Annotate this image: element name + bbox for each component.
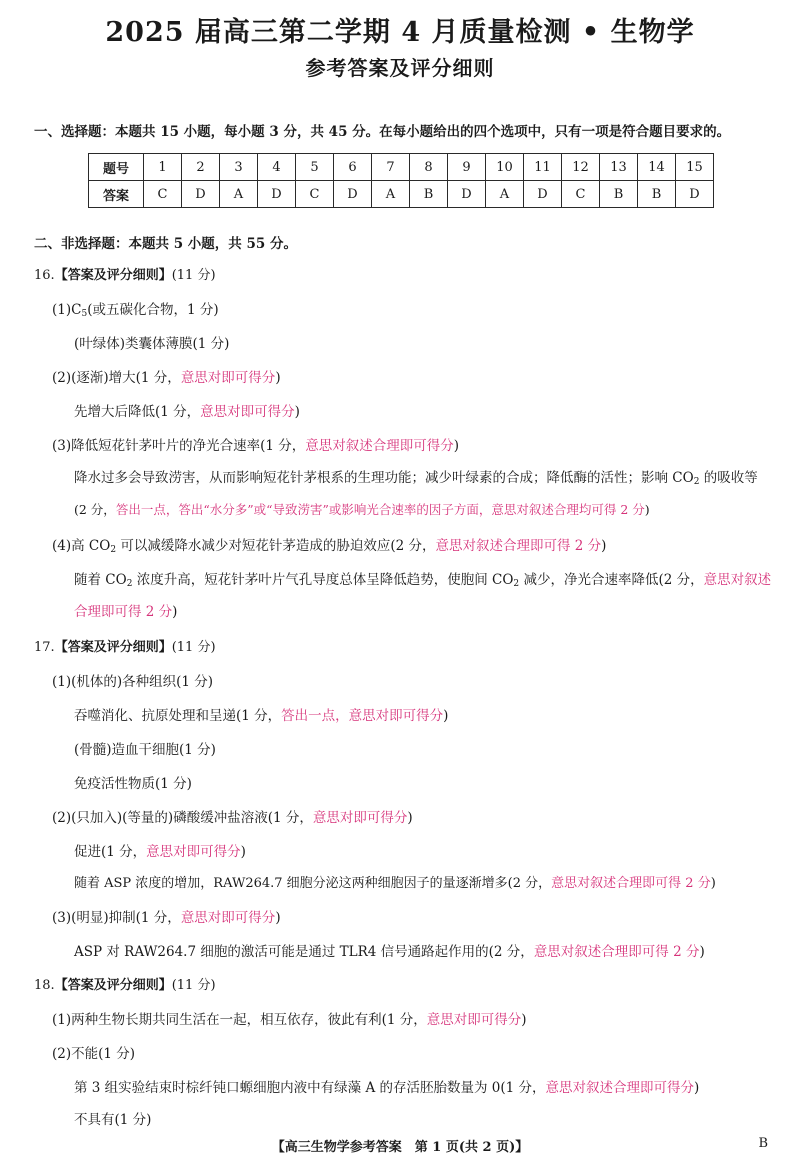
- question-number-cell: 1: [144, 154, 182, 181]
- answer-cell: A: [372, 181, 410, 208]
- question-18-heading: [34, 974, 216, 993]
- answer-line: (1)(机体的)各种组织(1 分): [52, 674, 214, 690]
- answer-cell: D: [182, 181, 220, 208]
- answer-line: (2)(只加入)(等量的)磷酸缓冲盐溶液(1 分，意思对即可得分): [52, 810, 413, 826]
- section2-heading: 二、非选择题：本题共 5 小题，共 55 分。: [34, 236, 297, 252]
- answer-line: (骨髓)造血干细胞(1 分): [74, 742, 216, 758]
- table-row-answers: [89, 181, 714, 208]
- answer-cell: D: [334, 181, 372, 208]
- question-number: 17.: [34, 640, 55, 655]
- question-number-cell: 13: [600, 154, 638, 181]
- answer-line: (3)(明显)抑制(1 分，意思对即可得分): [52, 910, 281, 926]
- table-row-label: 答案: [89, 181, 144, 208]
- answer-cell: C: [296, 181, 334, 208]
- question-score: (11 分): [171, 978, 216, 993]
- answer-cell: B: [410, 181, 448, 208]
- answer-cell: B: [638, 181, 676, 208]
- table-row-label: 题号: [89, 154, 144, 181]
- question-17-heading: [34, 636, 216, 655]
- answer-line: 随着 $CO_2$ 浓度升高，短花针茅叶片气孔导度总体呈降低趋势，使胞间 $CO_2$ 减少，净光合速率降低(2 分，意思对叙述: [74, 572, 772, 589]
- answer-cell: C: [562, 181, 600, 208]
- answer-line: 免疫活性物质(1 分): [74, 776, 192, 792]
- question-label: 【答案及评分细则】: [54, 640, 172, 655]
- answer-cell: D: [448, 181, 486, 208]
- table-row-numbers: [89, 154, 714, 181]
- answer-cell: D: [676, 181, 714, 208]
- page-title: 2025 届高三第二学期 4 月质量检测 • 生物学: [105, 17, 695, 48]
- answer-line: (2)不能(1 分): [52, 1046, 136, 1062]
- answer-line: 合理即可得 2 分): [74, 604, 178, 620]
- question-number: 16.: [34, 268, 55, 283]
- answer-line: (4)高 $CO_2$ 可以减缓降水减少对短花针茅造成的胁迫效应(2 分，意思对叙述合理即可得 2 分): [52, 538, 607, 555]
- answer-cell: B: [600, 181, 638, 208]
- answer-line: 促进(1 分，意思对即可得分): [74, 844, 246, 860]
- answer-line: 吞噬消化、抗原处理和呈递(1 分，答出一点，意思对即可得分): [74, 708, 449, 724]
- question-number-cell: 8: [410, 154, 448, 181]
- question-number-cell: 2: [182, 154, 220, 181]
- answer-cell: A: [486, 181, 524, 208]
- answer-line: (2)(逐渐)增大(1 分，意思对即可得分): [52, 370, 281, 386]
- section1-heading: 一、选择题：本题共 15 小题，每小题 3 分，共 45 分。在每小题给出的四个选项中，只有一项是符合题目要求的。: [34, 124, 731, 140]
- question-label: 【答案及评分细则】: [54, 978, 172, 993]
- answer-cell: A: [220, 181, 258, 208]
- question-number-cell: 9: [448, 154, 486, 181]
- question-16-heading: [34, 264, 216, 283]
- answer-line: (2 分，答出一点，答出“水分多”或“导致涝害”或影响光合速率的因子方面，意思对叙述合理均可得 2 分): [74, 502, 650, 517]
- question-number-cell: 11: [524, 154, 562, 181]
- answer-line: (1)两种生物长期共同生活在一起，相互依存，彼此有利(1 分，意思对即可得分): [52, 1012, 527, 1028]
- question-number: 18.: [34, 978, 55, 993]
- question-number-cell: 15: [676, 154, 714, 181]
- answer-cell: D: [524, 181, 562, 208]
- question-number-cell: 6: [334, 154, 372, 181]
- question-score: (11 分): [171, 268, 216, 283]
- answer-line: (3)降低短花针茅叶片的净光合速率(1 分，意思对叙述合理即可得分): [52, 438, 460, 454]
- question-label: 【答案及评分细则】: [54, 268, 172, 283]
- question-score: (11 分): [171, 640, 216, 655]
- answer-line: $(1)C_5$(或五碳化合物，1 分): [52, 302, 219, 319]
- answer-line: 随着 ASP 浓度的增加，RAW264.7 细胞分泌这两种细胞因子的量逐渐增多(2 分，意思对叙述合理即可得 2 分): [74, 876, 716, 891]
- question-number-cell: 3: [220, 154, 258, 181]
- question-number-cell: 14: [638, 154, 676, 181]
- answer-line: (叶绿体)类囊体薄膜(1 分): [74, 336, 230, 352]
- question-number-cell: 12: [562, 154, 600, 181]
- answer-line: 降水过多会导致涝害，从而影响短花针茅根系的生理功能；减少叶绿素的合成；降低酶的活性；影响 $CO_2$ 的吸收等: [74, 470, 758, 487]
- answer-line: 第 3 组实验结束时棕纤钝口螈细胞内液中有绿藻 A 的存活胚胎数量为 0(1 分，意思对叙述合理即可得分): [74, 1080, 700, 1096]
- page-subtitle: 参考答案及评分细则: [305, 56, 495, 80]
- question-number-cell: 5: [296, 154, 334, 181]
- answer-line: 不具有(1 分): [74, 1112, 152, 1128]
- answer-table: [88, 153, 714, 208]
- question-number-cell: 10: [486, 154, 524, 181]
- question-number-cell: 4: [258, 154, 296, 181]
- answer-cell: C: [144, 181, 182, 208]
- page-footer: 【高三生物学参考答案 第 1 页(共 2 页)】: [271, 1140, 529, 1155]
- page-version-mark: B: [758, 1136, 768, 1151]
- answer-line: ASP 对 RAW264.7 细胞的激活可能是通过 TLR4 信号通路起作用的(2 分，意思对叙述合理即可得 2 分): [74, 944, 705, 960]
- answer-cell: D: [258, 181, 296, 208]
- answer-line: 先增大后降低(1 分，意思对即可得分): [74, 404, 300, 420]
- question-number-cell: 7: [372, 154, 410, 181]
